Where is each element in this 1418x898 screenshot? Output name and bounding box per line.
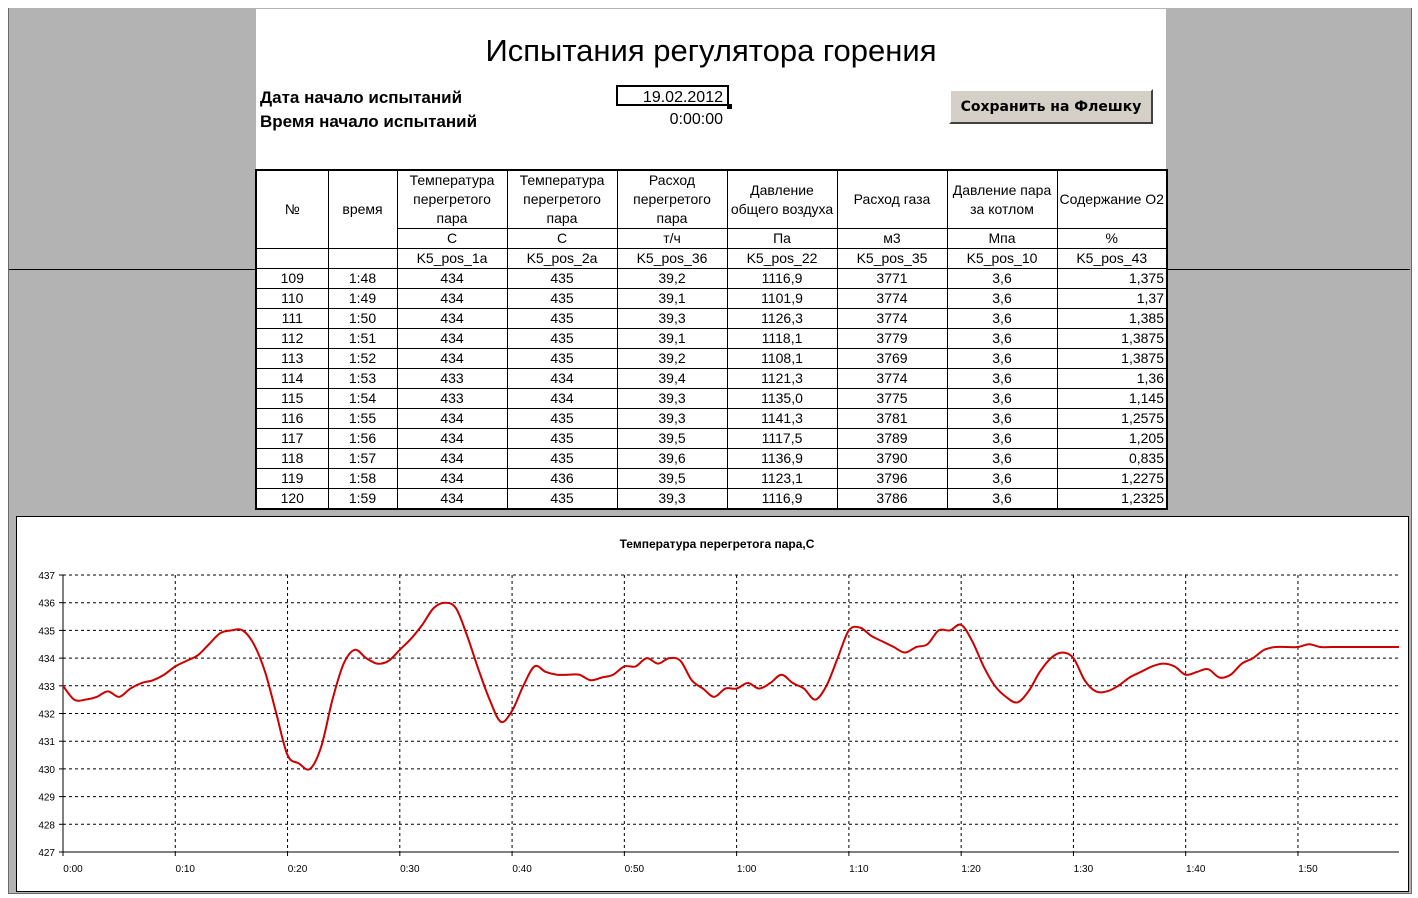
tag-cell[interactable]: K5_pos_22 (727, 249, 837, 269)
table-cell[interactable]: 1,385 (1057, 309, 1167, 329)
table-cell[interactable]: 39,3 (617, 409, 727, 429)
table-cell[interactable]: 3,6 (947, 369, 1057, 389)
table-cell[interactable]: 39,3 (617, 309, 727, 329)
table-cell[interactable]: 3774 (837, 289, 947, 309)
table-cell[interactable]: 434 (397, 429, 507, 449)
y-tick-label: 432 (38, 709, 55, 721)
y-tick-label: 434 (38, 654, 55, 666)
table-cell[interactable]: 117 (256, 429, 328, 449)
y-tick-label: 429 (38, 792, 55, 804)
table-cell[interactable]: 3,6 (947, 389, 1057, 409)
unit-cell[interactable]: С (507, 229, 617, 249)
table-cell[interactable]: 1108,1 (727, 349, 837, 369)
table-cell[interactable]: 434 (397, 489, 507, 510)
table-cell[interactable]: 435 (507, 409, 617, 429)
unit-cell[interactable]: м3 (837, 229, 947, 249)
table-cell[interactable]: 109 (256, 269, 328, 289)
x-tick-label: 0:00 (63, 864, 83, 875)
table-row (256, 269, 1167, 289)
table-body (256, 269, 1167, 510)
table-cell[interactable]: 3781 (837, 409, 947, 429)
table-row (256, 309, 1167, 329)
table-row (256, 469, 1167, 489)
table-cell[interactable]: 39,1 (617, 329, 727, 349)
x-tick-label: 0:10 (175, 864, 196, 875)
header-panel (256, 9, 1166, 169)
table-cell[interactable]: 435 (507, 429, 617, 449)
table-cell[interactable]: 435 (507, 449, 617, 469)
table-row (256, 389, 1167, 409)
table-cell[interactable]: 434 (397, 289, 507, 309)
header-row (256, 170, 1167, 229)
data-table (255, 169, 1168, 510)
save-to-flash-button[interactable]: Сохранить на Флешку (949, 89, 1153, 124)
table-cell[interactable]: 1116,9 (727, 489, 837, 510)
table-cell[interactable]: 118 (256, 449, 328, 469)
tag-cell[interactable]: K5_pos_10 (947, 249, 1057, 269)
table-cell[interactable]: 39,4 (617, 369, 727, 389)
page-title: Испытания регулятора горения (485, 33, 937, 68)
table-cell[interactable]: 1:55 (328, 409, 397, 429)
table-cell[interactable]: 435 (507, 289, 617, 309)
table-cell[interactable]: 1:52 (328, 349, 397, 369)
table-cell[interactable]: 1126,3 (727, 309, 837, 329)
table-cell[interactable]: 120 (256, 489, 328, 510)
table-cell[interactable]: 1,3875 (1057, 329, 1167, 349)
unit-cell[interactable]: т/ч (617, 229, 727, 249)
table-cell[interactable]: 434 (397, 409, 507, 429)
empty-cell[interactable] (256, 249, 328, 269)
table-cell[interactable]: 3769 (837, 349, 947, 369)
table-cell[interactable]: 3789 (837, 429, 947, 449)
table-cell[interactable]: 110 (256, 289, 328, 309)
table-cell[interactable]: 3790 (837, 449, 947, 469)
chart-grid (63, 575, 1399, 852)
table-cell[interactable]: 1141,3 (727, 409, 837, 429)
table-cell[interactable]: 1118,1 (727, 329, 837, 349)
table-cell[interactable]: 3,6 (947, 409, 1057, 429)
table-cell[interactable]: 1:51 (328, 329, 397, 349)
x-tick-label: 1:30 (1073, 864, 1094, 875)
table-cell[interactable]: 114 (256, 369, 328, 389)
table-cell[interactable]: 1,2275 (1057, 469, 1167, 489)
table-cell[interactable]: 115 (256, 389, 328, 409)
chart-title: Температура перегретога пара,С (619, 537, 815, 551)
table-row (256, 289, 1167, 309)
table-cell[interactable]: 1:49 (328, 289, 397, 309)
table-cell[interactable]: 39,2 (617, 269, 727, 289)
table-cell[interactable]: 434 (397, 329, 507, 349)
tag-cell[interactable]: K5_pos_35 (837, 249, 947, 269)
table-row (256, 409, 1167, 429)
table-cell[interactable]: 39,3 (617, 389, 727, 409)
y-tick-label: 437 (38, 571, 55, 582)
table-cell[interactable]: 1:56 (328, 429, 397, 449)
table-cell[interactable]: 434 (507, 389, 617, 409)
y-tick-label: 431 (38, 737, 55, 749)
table-cell[interactable]: 39,1 (617, 289, 727, 309)
unit-cell[interactable]: Мпа (947, 229, 1057, 249)
table-cell[interactable]: 3,6 (947, 489, 1057, 510)
y-tick-label: 436 (38, 598, 55, 610)
table-cell[interactable]: 435 (507, 489, 617, 510)
y-tick-label: 433 (38, 681, 55, 693)
y-tick-label: 428 (38, 820, 55, 832)
y-tick-label: 430 (38, 764, 55, 776)
table-cell[interactable]: 1135,0 (727, 389, 837, 409)
table-cell[interactable]: 3774 (837, 309, 947, 329)
table-cell[interactable]: 3,6 (947, 269, 1057, 289)
x-tick-label: 0:20 (287, 864, 308, 875)
table-cell[interactable]: 434 (397, 349, 507, 369)
temperature-chart[interactable] (16, 516, 1409, 892)
table-cell[interactable]: 435 (507, 269, 617, 289)
table-cell[interactable]: 1:59 (328, 489, 397, 510)
x-tick-label: 0:30 (400, 864, 420, 875)
date-cell-selected[interactable]: 19.02.2012 (616, 85, 729, 106)
table-cell[interactable]: 433 (397, 389, 507, 409)
table-cell[interactable]: 434 (397, 269, 507, 289)
table-cell[interactable]: 3796 (837, 469, 947, 489)
table-cell[interactable]: 1:53 (328, 369, 397, 389)
table-row (256, 329, 1167, 349)
date-label: Дата начало испытаний (260, 88, 463, 107)
table-cell[interactable]: 3775 (837, 389, 947, 409)
chart-tick-labels (38, 571, 1318, 875)
x-tick-label: 1:40 (1185, 864, 1206, 875)
table-cell[interactable]: 3786 (837, 489, 947, 510)
table-cell[interactable]: 3,6 (947, 469, 1057, 489)
header-col[interactable]: Давление пара за котлом (947, 170, 1057, 229)
x-tick-label: 0:40 (512, 864, 532, 875)
table-cell[interactable]: 39,5 (617, 429, 727, 449)
table-cell[interactable]: 1,3875 (1057, 349, 1167, 369)
table-cell[interactable]: 1,205 (1057, 429, 1167, 449)
table-cell[interactable]: 1,2575 (1057, 409, 1167, 429)
y-tick-label: 435 (38, 626, 55, 638)
table-cell[interactable]: 3,6 (947, 349, 1057, 369)
table-cell[interactable]: 3,6 (947, 309, 1057, 329)
y-tick-label: 427 (38, 848, 55, 859)
table-cell[interactable]: 39,3 (617, 489, 727, 510)
table-cell[interactable]: 434 (507, 369, 617, 389)
table-cell[interactable]: 1:54 (328, 389, 397, 409)
table-cell[interactable]: 435 (507, 349, 617, 369)
header-col[interactable]: Температура перегретого пара (397, 170, 507, 229)
time-label: Время начало испытаний (260, 112, 478, 131)
table-cell[interactable]: 1,2325 (1057, 489, 1167, 510)
chart-svg (17, 517, 1408, 891)
header-col[interactable]: Давление общего воздуха (727, 170, 837, 229)
table-cell[interactable]: 113 (256, 349, 328, 369)
header-time[interactable]: время (328, 170, 397, 249)
tag-cell[interactable]: K5_pos_1a (397, 249, 507, 269)
chart-axes (59, 575, 1399, 856)
table-cell[interactable]: 0,835 (1057, 449, 1167, 469)
x-tick-label: 1:10 (849, 864, 869, 875)
table-cell[interactable]: 434 (397, 449, 507, 469)
tag-cell[interactable]: K5_pos_36 (617, 249, 727, 269)
table-cell[interactable]: 3,6 (947, 329, 1057, 349)
header-col[interactable]: Расход перегретого пара (617, 170, 727, 229)
table-cell[interactable]: 1117,5 (727, 429, 837, 449)
table-row (256, 369, 1167, 389)
tag-row (256, 249, 1167, 269)
table-row (256, 489, 1167, 510)
table-cell[interactable]: 1121,3 (727, 369, 837, 389)
table-cell[interactable]: 434 (397, 469, 507, 489)
table-cell[interactable]: 3,6 (947, 289, 1057, 309)
table-cell[interactable]: 39,5 (617, 469, 727, 489)
table-cell[interactable]: 435 (507, 309, 617, 329)
time-value[interactable]: 0:00:00 (669, 111, 723, 128)
x-tick-label: 1:50 (1298, 864, 1318, 875)
table-cell[interactable]: 1123,1 (727, 469, 837, 489)
empty-cell[interactable] (328, 249, 397, 269)
table-row (256, 429, 1167, 449)
unit-cell[interactable]: С (397, 229, 507, 249)
table-cell[interactable]: 436 (507, 469, 617, 489)
tag-cell[interactable]: K5_pos_43 (1057, 249, 1167, 269)
table-cell[interactable]: 1,375 (1057, 269, 1167, 289)
table-cell[interactable]: 1101,9 (727, 289, 837, 309)
table-cell[interactable]: 1116,9 (727, 269, 837, 289)
table-cell[interactable]: 116 (256, 409, 328, 429)
tag-cell[interactable]: K5_pos_2a (507, 249, 617, 269)
table-cell[interactable]: 1,145 (1057, 389, 1167, 409)
table-cell[interactable]: 39,6 (617, 449, 727, 469)
table-cell[interactable]: 1:48 (328, 269, 397, 289)
table-cell[interactable]: 1,37 (1057, 289, 1167, 309)
table-cell[interactable]: 433 (397, 369, 507, 389)
header-col[interactable]: Температура перегретого пара (507, 170, 617, 229)
header-no[interactable]: № (256, 170, 328, 249)
table-cell[interactable]: 112 (256, 329, 328, 349)
table-cell[interactable]: 1:50 (328, 309, 397, 329)
table-cell[interactable]: 3,6 (947, 429, 1057, 449)
table-cell[interactable]: 3779 (837, 329, 947, 349)
unit-cell[interactable]: % (1057, 229, 1167, 249)
table-cell[interactable]: 1:57 (328, 449, 397, 469)
table-cell[interactable]: 1:58 (328, 469, 397, 489)
table-cell[interactable]: 39,2 (617, 349, 727, 369)
x-tick-label: 1:00 (736, 864, 757, 875)
x-tick-label: 1:20 (961, 864, 981, 875)
header-col[interactable]: Содержание О2 (1057, 170, 1167, 229)
table-cell[interactable]: 119 (256, 469, 328, 489)
table-cell[interactable]: 1,36 (1057, 369, 1167, 389)
table-cell[interactable]: 3771 (837, 269, 947, 289)
table-cell[interactable]: 1136,9 (727, 449, 837, 469)
table-cell[interactable]: 111 (256, 309, 328, 329)
table-cell[interactable]: 435 (507, 329, 617, 349)
unit-cell[interactable]: Па (727, 229, 837, 249)
table-cell[interactable]: 3,6 (947, 449, 1057, 469)
table-row (256, 449, 1167, 469)
table-cell[interactable]: 3774 (837, 369, 947, 389)
x-tick-label: 0:50 (624, 864, 645, 875)
table-cell[interactable]: 434 (397, 309, 507, 329)
header-col[interactable]: Расход газа (837, 170, 947, 229)
table-row (256, 349, 1167, 369)
